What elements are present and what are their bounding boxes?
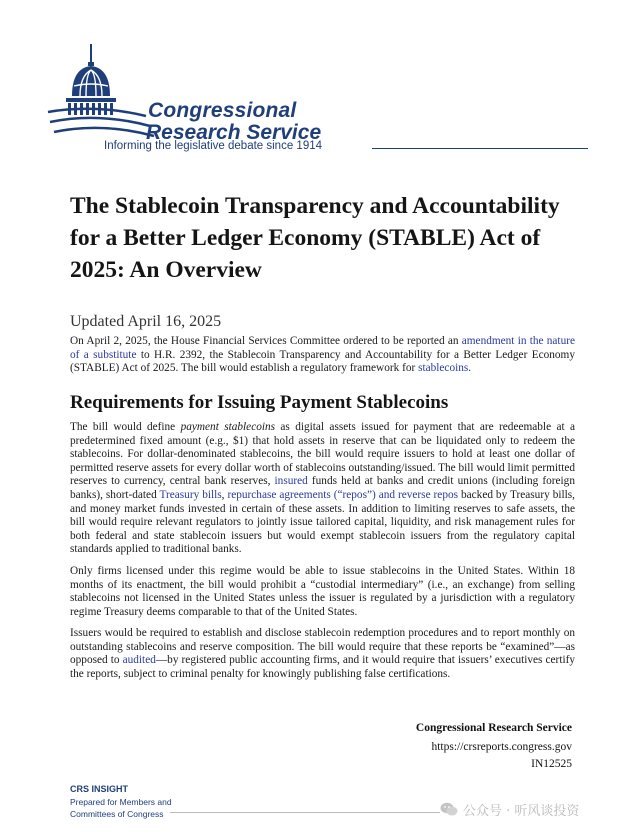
p1-text-4: , bbox=[221, 488, 228, 501]
p1-text-5: backed by Treasury bills, and money market funds invested in certain of these assets. In addition to limiting reserves to safe assets, the bill would require relevant regulators to jointly issue tailored capital, liquidity, and risk management rules for both federal and state stablecoin issuers but would exempt stablecoin issuers from the regulatory capital standards applied to traditional banks. bbox=[70, 488, 575, 556]
intro-text-3: . bbox=[468, 362, 472, 375]
repos-link[interactable]: repurchase agreements (“repos”) and reverse repos bbox=[227, 488, 459, 501]
footer-url[interactable]: https://crsreports.congress.gov bbox=[431, 741, 572, 753]
tagline-divider bbox=[372, 148, 588, 149]
insight-line-1: Prepared for Members and bbox=[70, 797, 172, 807]
intro-text-2: to H.R. 2392, the Stablecoin Transparency and Accountability for a Better Ledger Economy (STABLE) Act of 2025. The bill would establish a regulatory framework for bbox=[70, 348, 575, 375]
p1-emphasis: payment stablecoins bbox=[180, 421, 276, 433]
treasury-bills-link[interactable]: Treasury bills bbox=[159, 488, 222, 501]
insured-link[interactable]: insured bbox=[274, 475, 308, 488]
p3-text-2: —by registered public accounting firms, and it would require that issuers’ executives certify the reports, subject to criminal penalty for knowingly publishing false certifications. bbox=[70, 654, 576, 680]
brand-name-line2: Research Service bbox=[146, 121, 322, 144]
capitol-dome-icon bbox=[46, 42, 156, 142]
stablecoins-link[interactable]: stablecoins bbox=[418, 362, 469, 375]
brand-tagline: Informing the legislative debate since 1914 bbox=[104, 140, 323, 152]
section-heading: Requirements for Issuing Payment Stablecoins bbox=[70, 392, 449, 413]
watermark-text: 公众号 · 听风谈投资 bbox=[463, 804, 580, 819]
page-title: The Stablecoin Transparency and Accountability for a Better Ledger Economy (STABLE) Act of 2025: An Overview bbox=[70, 193, 560, 283]
p1-text-3: funds held at banks and credit unions (including foreign banks), short-dated bbox=[70, 475, 575, 501]
body-paragraph-1 bbox=[70, 421, 575, 557]
p3-text-1: Issuers would be required to establish and disclose stablecoin redemption procedures and to report monthly on outstanding stablecoins and reserve composition. The bill would require that these reports be “examined”—as opposed to bbox=[70, 627, 575, 667]
updated-date: Updated April 16, 2025 bbox=[70, 313, 222, 330]
p1-text-2: as digital assets issued for payment that are redeemable at a predetermined fixed amount (e.g., $1) that hold assets in reserve that can be liquidated only to redeem the stablecoins. For dollar-denominated stablecoins, the bill would require issuers to hold at least one dollar of permitted reserve assets for every dollar worth of stablecoins outstanding/issued. The bill would limit permitted reserves to currency, central bank reserves, bbox=[70, 421, 575, 488]
watermark bbox=[440, 800, 579, 819]
brand-name-line1: Congressional bbox=[148, 99, 297, 122]
footer-divider bbox=[170, 812, 440, 813]
audited-link[interactable]: audited bbox=[122, 654, 156, 667]
wechat-icon bbox=[440, 802, 458, 817]
insight-line-2: Committees of Congress bbox=[70, 809, 164, 819]
intro-text-1: On April 2, 2025, the House Financial Services Committee ordered to be reported an bbox=[70, 335, 462, 347]
amendment-link[interactable]: amendment in the nature of a substitute bbox=[70, 335, 575, 361]
p1-text-1: The bill would define bbox=[70, 421, 181, 433]
footer-organization: Congressional Research Service bbox=[415, 722, 572, 734]
report-id: IN12525 bbox=[531, 758, 572, 770]
body-paragraph-3 bbox=[70, 627, 575, 681]
crs-insight-subtitle bbox=[70, 796, 210, 820]
crs-insight-label: CRS INSIGHT bbox=[70, 784, 129, 794]
body-paragraph-2: Only firms licensed under this regime would be able to issue stablecoins in the United States. Within 18 months of its enactment, the bill would prohibit a “custodial intermediary” (i.e., an exchange) from selling stablecoins not licensed in the United States unless the issuer is regulated by a jurisdiction with a regulatory regime Treasury deems comparable to that of the United States. bbox=[70, 565, 575, 618]
intro-paragraph bbox=[70, 335, 575, 376]
